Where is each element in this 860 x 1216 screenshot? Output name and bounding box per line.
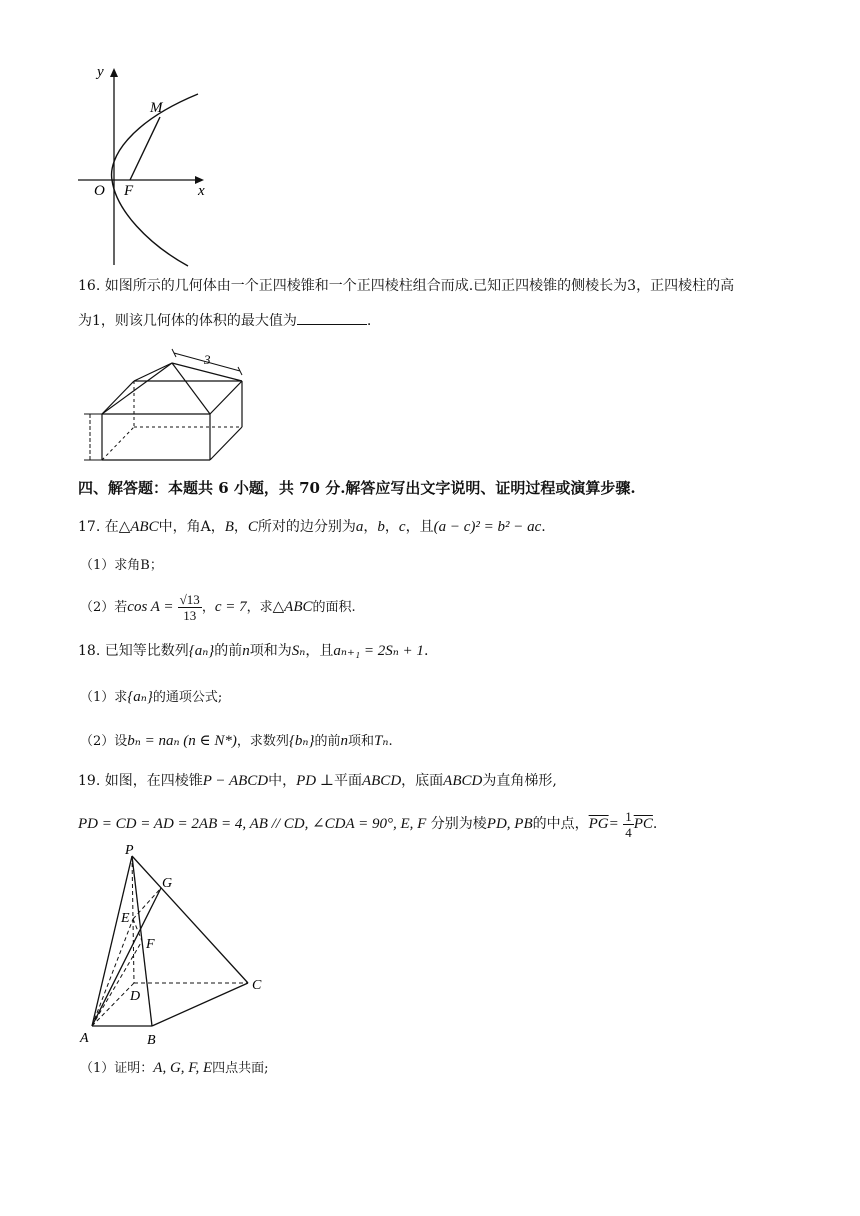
text: 中， [268,773,297,789]
pyramid-edge [102,363,172,414]
q18-part2 [80,731,393,752]
pyramid-figure [74,840,274,1050]
segment-mf [130,117,160,180]
q16-end: . [366,313,372,329]
math-an: {aₙ} [188,643,215,659]
text: 的前 [214,643,243,659]
label-e: E [121,911,130,926]
q16-text: 为1，则该几何体的体积的最大值为 [78,313,297,329]
label-a: A [80,1031,89,1046]
math-b-side: b [377,519,385,535]
edge [210,427,242,460]
text: （1）证明： [80,1061,154,1076]
edge-bc [152,983,248,1026]
label-c: C [252,978,262,993]
edge-pc [132,856,248,983]
label-y: y [97,64,104,80]
math-plane: ABCD [361,773,402,789]
fraction [623,809,634,840]
math-c7: c = 7 [214,599,247,615]
text: 的前 [314,734,341,749]
text: 项和为 [249,643,292,659]
segment-ag [92,888,161,1026]
label-b: B [147,1033,156,1048]
fraction-denominator: 13 [183,608,197,623]
text: 18. 已知等比数列 [78,643,189,659]
math-vector-pg: $\overline{PG}$ [588,816,609,832]
math-equation: (a − c)² = b² − ac [433,519,542,535]
text: ， [201,600,215,615]
text: ， [384,519,399,535]
math-equation: aₙ₊₁ = 2Sₙ + 1 [333,643,424,659]
text: ，且 [305,643,334,659]
math-points: A, G, F, E [153,1060,213,1076]
label-f: F [124,183,134,199]
text: 分别为棱 [430,816,487,832]
fraction [178,592,202,623]
text: . [652,816,658,832]
math-base: ABCD [443,773,483,789]
text: 所对的边分别为 [257,519,356,535]
parabola-figure [70,60,220,275]
math-equation: bₙ = naₙ (n ∈ N*) [127,733,237,749]
math-conditions: PD = CD = AD = 2AB = 4, AB // CD, ∠CDA = 90°, E, F [78,816,427,832]
text: 平面 [333,773,362,789]
math-bn: {bₙ} [288,733,315,749]
label-f: F [146,937,155,952]
text: ， [233,519,248,535]
math-b: B [224,519,234,535]
text: （2）设 [80,734,128,749]
edge [210,381,242,414]
text: . [388,734,393,749]
text: 的中点， [532,816,589,832]
q18-part1 [80,687,222,708]
text: 四点共面; [212,1061,269,1076]
pyramid-edge [172,363,210,414]
text: 中，角A， [158,519,225,535]
q17-intro [78,517,546,537]
edge [102,381,134,414]
text: . [423,643,429,659]
text: 19. 如图，在四棱锥 [78,773,203,789]
q17-part2 [80,590,356,625]
label-o: O [94,183,105,199]
math-n: n [340,733,349,749]
text: 为直角梯形, [482,773,557,789]
y-axis-arrow [110,68,118,77]
math-a: a [355,519,364,535]
label-3: 3 [204,352,211,367]
text: ，求 [246,600,273,615]
text: ，底面 [401,773,444,789]
q18-intro [78,641,428,661]
q16-line2 [78,310,371,331]
math-equals: = [608,816,619,832]
answer-blank [297,310,367,325]
pyramid-prism-figure [76,345,256,467]
label-g: G [162,876,173,891]
math-cos: cos A = [127,599,174,615]
text: 的面积. [312,600,356,615]
fraction-numerator: √13 [179,592,200,607]
q19-conditions [78,806,657,842]
fraction-numerator: 1 [625,808,632,824]
q16-line1: 16. 如图所示的几何体由一个正四棱锥和一个正四棱柱组合而成.已知正四棱锥的侧棱长为3，正四棱柱的高 [78,278,735,294]
math-perp: PD ⊥ [296,773,334,789]
section-heading: 四、解答题：本题共 6 小题，共 70 分.解答应写出文字说明、证明过程或演算步骤. [78,479,636,497]
text: 的通项公式; [152,690,223,705]
math-n: n [242,643,250,659]
fraction-denominator: 4 [625,824,632,840]
text: （1）求 [80,690,128,705]
math-triangle: △ABC [272,599,313,615]
edge-pa [92,856,132,1026]
label-m: M [150,100,163,116]
text: ，求数列 [236,734,289,749]
text: 项和 [348,734,375,749]
pyramid-edge [134,363,172,381]
q17-part1: （1）求角B； [80,558,163,573]
math-pyramid: P − ABCD [202,773,269,789]
label-d: D [130,989,141,1004]
math-vector-pc: $\overline{PC}$ [633,816,653,832]
hidden-edge [102,427,134,460]
math-triangle: △ABC [118,519,159,535]
text: ， [363,519,378,535]
math-an: {aₙ} [127,689,153,705]
q19-part1 [80,1058,269,1079]
text: （2）若 [80,600,128,615]
text: ，且 [405,519,434,535]
label-p: P [125,843,134,858]
q19-intro [78,771,557,791]
math-sn: Sₙ [291,643,306,659]
text: 17. 在 [78,519,119,535]
math-c-side: c [398,519,406,535]
text: . [541,519,546,535]
math-tn: Tₙ [374,733,389,749]
segment-ae-hidden [92,919,133,1026]
label-x: x [198,183,205,199]
math-c: C [247,519,258,535]
math-edges: PD, PB [486,816,533,832]
